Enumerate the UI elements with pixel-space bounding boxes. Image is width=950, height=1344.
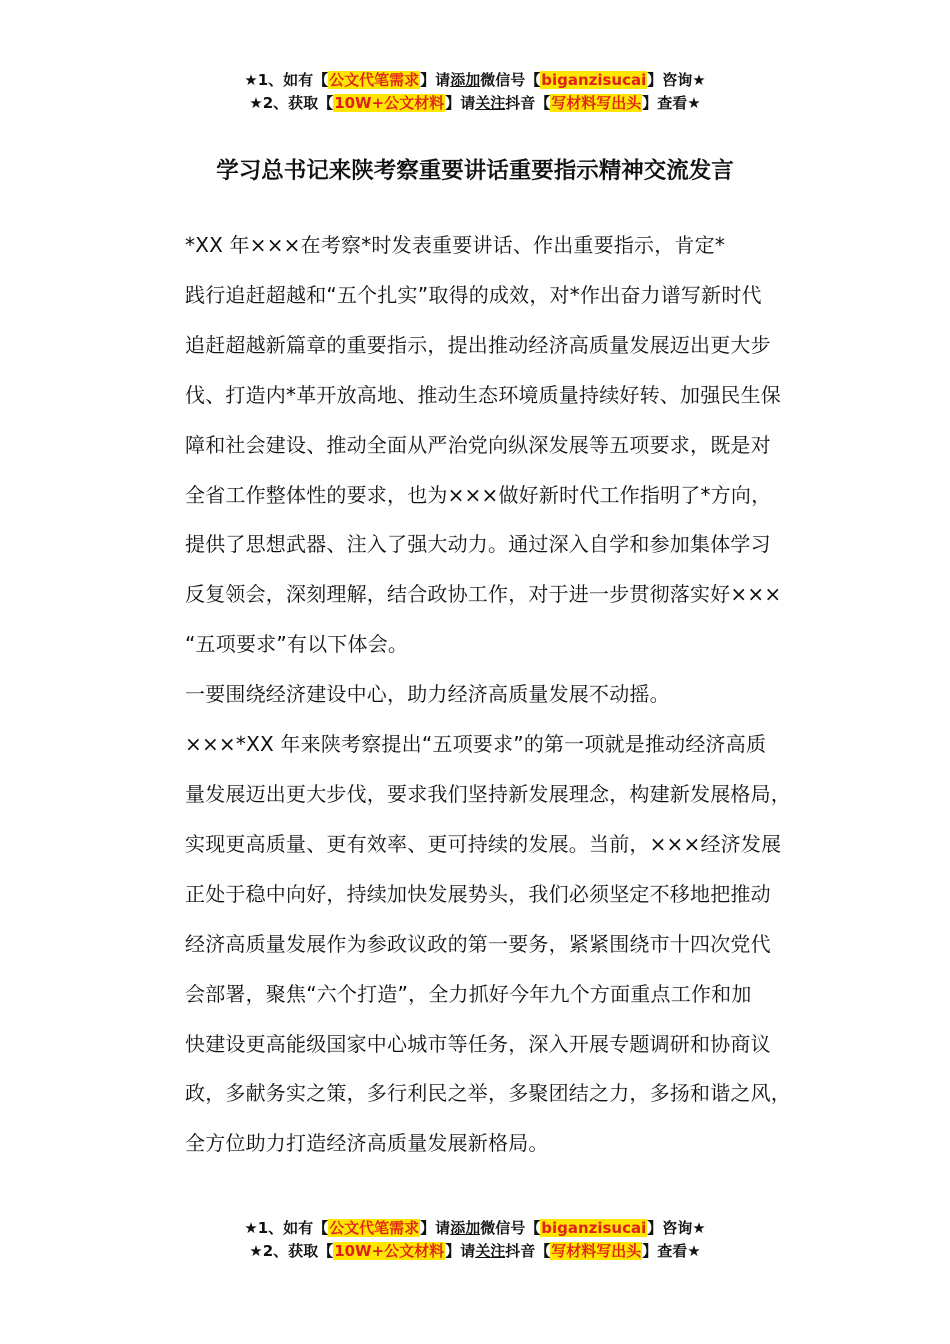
highlight-wechat-id: biganzisucai bbox=[541, 1219, 647, 1237]
banner-line-2: ★2、获取【10W+公文材料】请关注抖音【写材料写出头】查看★ bbox=[249, 94, 701, 112]
header-banner bbox=[0, 69, 950, 115]
paragraph-1: *XX 年×××在考察*时发表重要讲话、作出重要指示，肯定* 践行追赶超越和“五个扎实”取得的成效，对*作出奋力谱写新时代 追赶超越新篇章的重要指示，提出推动经济高质量发展迈出更大步 伐、打造内*革开放高地、推动生态环境质量持续好转、加强民生保 障和社会建设、推动全面从严治党向纵深发展等五项要求，既是对 全省工作整体性的要求，也为×××做好新时代工作指明了*方向， 提供了思想武器、注入了强大动力。通过深入自学和参加集体学习 反复领会，深刻理解，结合政协工作，对于进一步贯彻落实好××× “五项要求”有以下体会。 bbox=[185, 233, 782, 657]
banner-line-1: ★1、如有【公文代笔需求】请添加微信号【biganzisucai】咨询★ bbox=[244, 71, 706, 89]
highlight-materials: 10W+公文材料 bbox=[334, 94, 445, 112]
paragraph-2: 一要围绕经济建设中心，助力经济高质量发展不动摇。 ×××*XX 年来陕考察提出“五项要求”的第一项就是推动经济高质 量发展迈出更大步伐，要求我们坚持新发展理念，构建新发展格局， 实现更高质量、更有效率、更可持续的发展。当前，×××经济发展 正处于稳中向好，持续加快发展势头，我们必须坚定不移地把推动 经济高质量发展作为参政议政的第一要务，紧紧围绕市十四次党代 会部署，聚焦“六个打造”，全力抓好今年九个方面重点工作和加 快建设更高能级国家中心城市等任务，深入开展专题调研和协商议 政，多献务实之策，多行利民之举，多聚团结之力，多扬和谐之风， 全方位助力打造经济高质量发展新格局。 bbox=[185, 682, 791, 1156]
highlight-service: 公文代笔需求 bbox=[329, 71, 420, 89]
highlight-douyin-account: 写材料写出头 bbox=[551, 1242, 642, 1260]
highlight-service: 公文代笔需求 bbox=[329, 1219, 420, 1237]
highlight-materials: 10W+公文材料 bbox=[334, 1242, 445, 1260]
highlight-douyin-account: 写材料写出头 bbox=[551, 94, 642, 112]
banner-line-2: ★2、获取【10W+公文材料】请关注抖音【写材料写出头】查看★ bbox=[249, 1242, 701, 1260]
document-title: 学习总书记来陕考察重要讲话重要指示精神交流发言 bbox=[216, 158, 734, 184]
footer-banner bbox=[0, 1217, 950, 1263]
highlight-wechat-id: biganzisucai bbox=[541, 71, 647, 89]
document-body bbox=[145, 221, 810, 1169]
banner-line-1: ★1、如有【公文代笔需求】请添加微信号【biganzisucai】咨询★ bbox=[244, 1219, 706, 1237]
